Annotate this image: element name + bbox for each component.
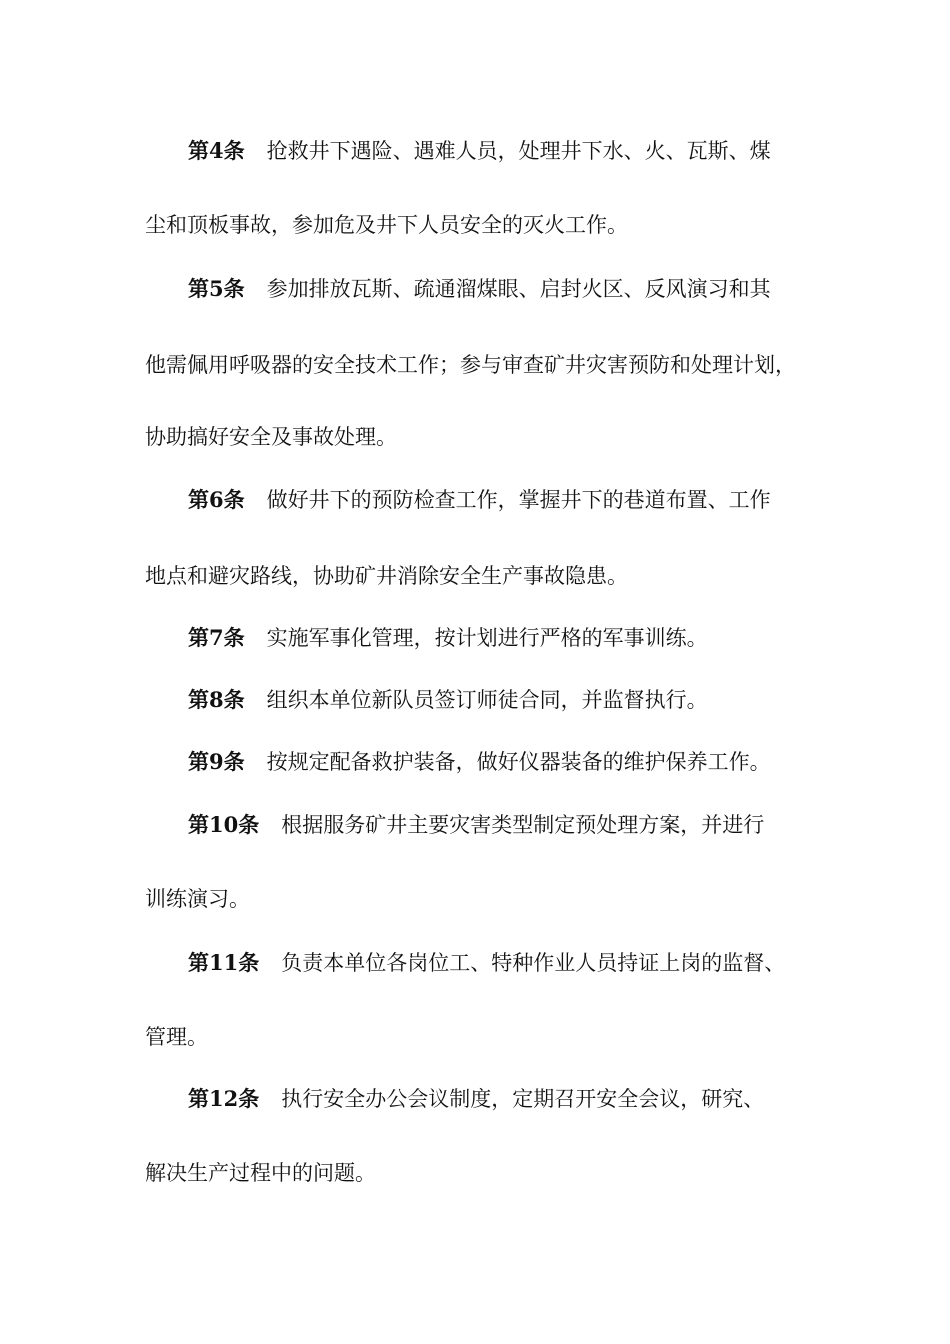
article-5-label: 第5条 <box>188 276 245 301</box>
article-5-text-2: 他需佩用呼吸器的安全技术工作；参与审查矿井灾害预防和处理计划， <box>145 353 796 377</box>
article-12-line-2 <box>145 1158 376 1188</box>
article-6-line-1 <box>188 485 771 515</box>
article-10-label: 第10条 <box>188 812 260 837</box>
article-4-text-1: 抢救井下遇险、遇难人员，处理井下水、火、瓦斯、煤 <box>266 139 771 163</box>
article-6-text-1: 做好井下的预防检查工作，掌握井下的巷道布置、工作 <box>266 488 771 512</box>
article-11-text-1: 负责本单位各岗位工、特种作业人员持证上岗的监督、 <box>281 951 786 975</box>
article-7-line-1 <box>188 623 708 653</box>
article-12-line-1 <box>188 1084 764 1114</box>
article-9-label: 第9条 <box>188 749 245 774</box>
article-5-line-2 <box>145 350 796 380</box>
article-7-label: 第7条 <box>188 625 245 650</box>
article-8-label: 第8条 <box>188 687 245 712</box>
article-4-line-1 <box>188 136 771 166</box>
article-6-line-2 <box>145 561 628 591</box>
article-11-line-2 <box>145 1022 208 1052</box>
article-9-line-1 <box>188 747 771 777</box>
article-12-label: 第12条 <box>188 1086 260 1111</box>
article-5-text-3: 协助搞好安全及事故处理。 <box>145 425 397 449</box>
article-11-line-1 <box>188 948 785 978</box>
article-12-text-2: 解决生产过程中的问题。 <box>145 1161 376 1185</box>
article-7-text-1: 实施军事化管理，按计划进行严格的军事训练。 <box>266 626 708 650</box>
article-6-label: 第6条 <box>188 487 245 512</box>
article-11-label: 第11条 <box>188 950 260 975</box>
article-5-text-1: 参加排放瓦斯、疏通溜煤眼、启封火区、反风演习和其 <box>266 277 771 301</box>
article-4-label: 第4条 <box>188 138 245 163</box>
article-10-line-1 <box>188 810 764 840</box>
article-4-line-2 <box>145 210 628 240</box>
article-12-text-1: 执行安全办公会议制度，定期召开安全会议，研究、 <box>281 1087 765 1111</box>
article-10-text-1: 根据服务矿井主要灾害类型制定预处理方案，并进行 <box>281 813 765 837</box>
article-8-text-1: 组织本单位新队员签订师徒合同，并监督执行。 <box>266 688 708 712</box>
article-4-text-2: 尘和顶板事故，参加危及井下人员安全的灭火工作。 <box>145 213 628 237</box>
article-10-line-2 <box>145 884 250 914</box>
article-10-text-2: 训练演习。 <box>145 887 250 911</box>
article-5-line-3 <box>145 422 397 452</box>
article-11-text-2: 管理。 <box>145 1025 208 1049</box>
article-9-text-1: 按规定配备救护装备，做好仪器装备的维护保养工作。 <box>266 750 771 774</box>
article-6-text-2: 地点和避灾路线，协助矿井消除安全生产事故隐患。 <box>145 564 628 588</box>
article-8-line-1 <box>188 685 708 715</box>
article-5-line-1 <box>188 274 771 304</box>
